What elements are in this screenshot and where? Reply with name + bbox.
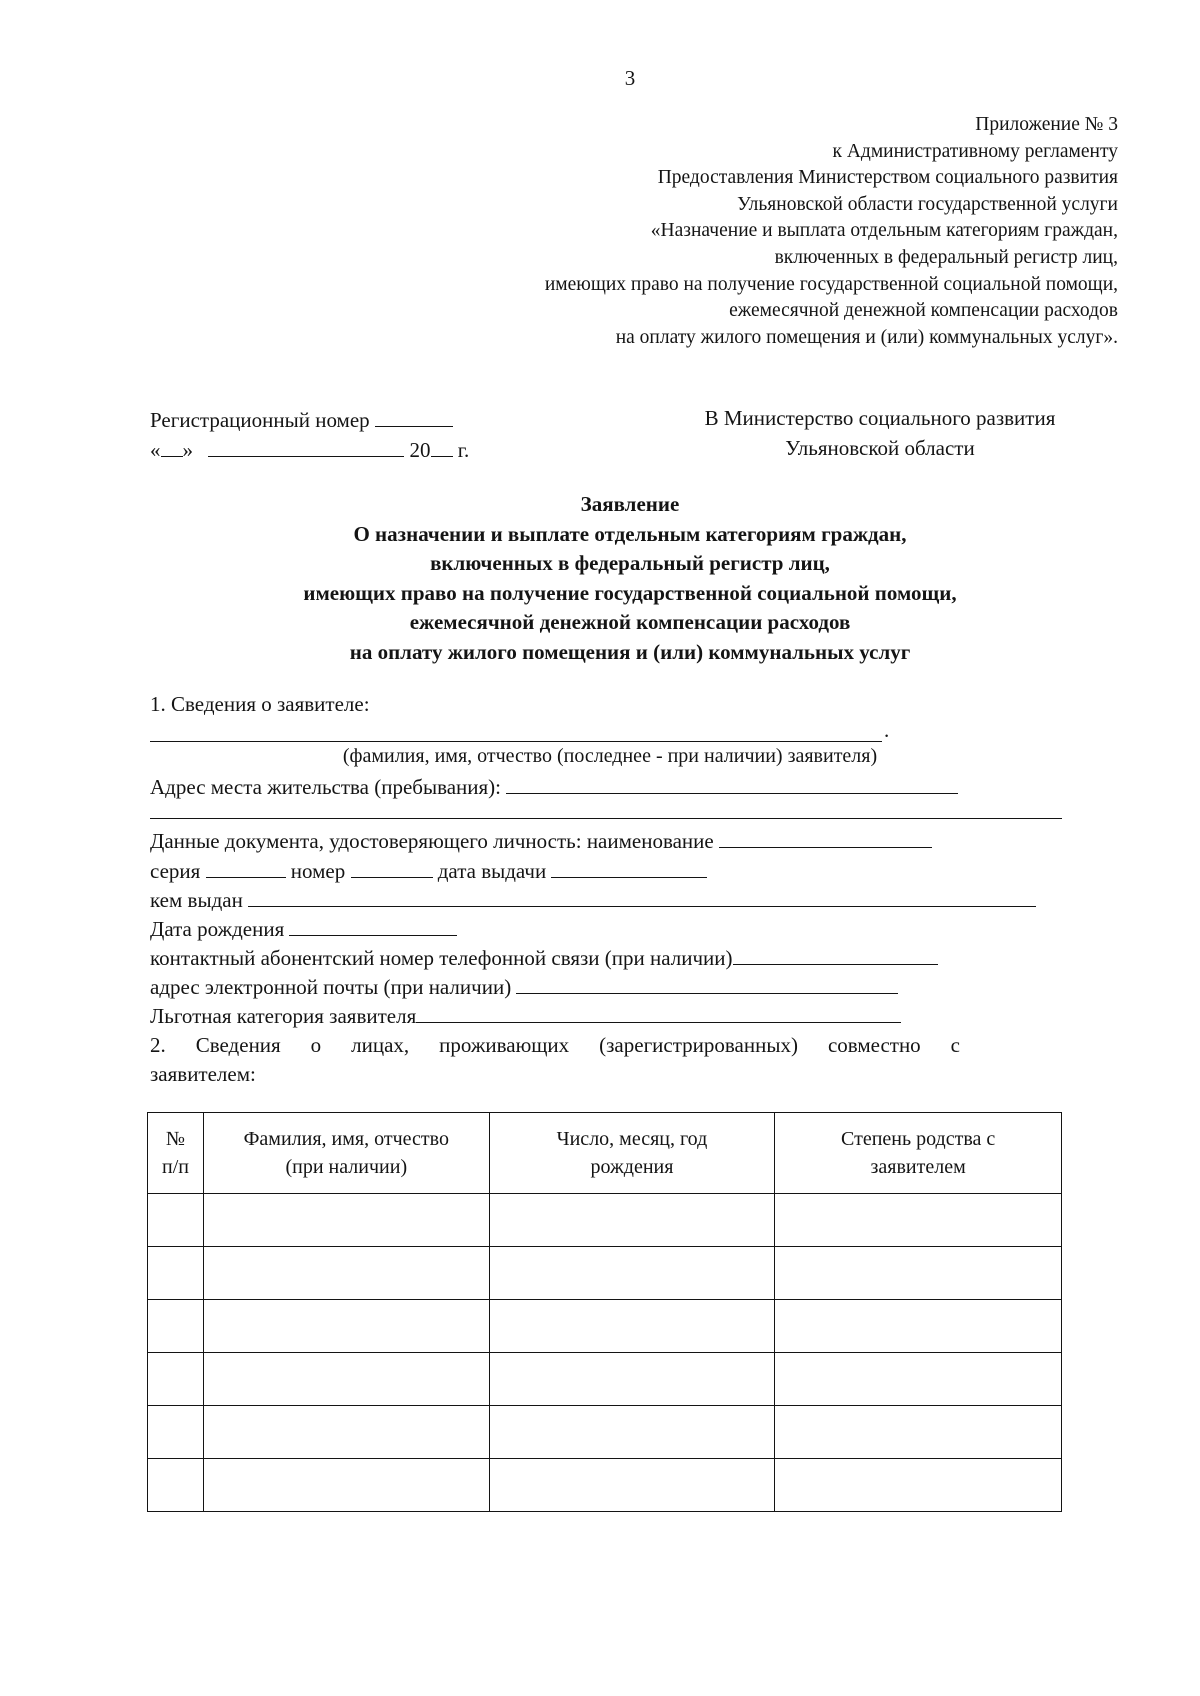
issue-date-field[interactable]	[551, 859, 707, 878]
household-members-table	[147, 1112, 1062, 1512]
appendix-line: «Назначение и выплата отдельным категориям граждан,	[650, 220, 1118, 242]
table-row	[148, 1300, 1062, 1353]
appendix-line: включенных в федеральный регистр лиц,	[774, 246, 1118, 268]
appendix-header	[545, 112, 1118, 351]
section2-word: проживающих	[439, 1033, 570, 1057]
birth-date-field[interactable]	[289, 917, 457, 936]
header-text: заявителем	[870, 1156, 966, 1178]
header-text: рождения	[590, 1156, 674, 1178]
title-heading: Заявление	[580, 492, 680, 516]
column-header-birth-date	[489, 1113, 775, 1194]
number-label: номер	[290, 859, 346, 883]
table-cell-number[interactable]	[148, 1247, 204, 1300]
table-header-row	[148, 1113, 1062, 1194]
table-cell-birth-date[interactable]	[489, 1353, 775, 1406]
date-day-field[interactable]	[161, 438, 183, 457]
column-header-number	[148, 1113, 204, 1194]
section2-heading	[150, 1033, 960, 1058]
title-line: включенных в федеральный регистр лиц,	[430, 551, 830, 575]
registration-number-label: Регистрационный номер	[150, 408, 370, 432]
id-document-name-field[interactable]	[719, 829, 932, 848]
registration-number-field[interactable]	[375, 408, 453, 427]
appendix-line: ежемесячной денежной компенсации расходов	[729, 300, 1118, 322]
address-row	[150, 775, 958, 800]
table-row	[148, 1194, 1062, 1247]
appendix-line: Приложение № 3	[975, 114, 1118, 135]
title-line: О назначении и выплате отдельным категориям граждан,	[353, 521, 907, 546]
page-number: 3	[624, 66, 636, 90]
name-period: .	[884, 718, 890, 742]
section2-heading-line2: заявителем:	[150, 1062, 256, 1086]
series-field[interactable]	[206, 859, 286, 878]
table-cell-full-name[interactable]	[203, 1247, 489, 1300]
header-text: Число, месяц, год	[556, 1128, 708, 1150]
date-year-prefix: 20	[409, 438, 431, 462]
table-cell-relationship[interactable]	[775, 1194, 1062, 1247]
table-row	[148, 1406, 1062, 1459]
table-cell-full-name[interactable]	[203, 1353, 489, 1406]
registration-block	[150, 405, 469, 465]
table-cell-full-name[interactable]	[203, 1459, 489, 1512]
table-cell-relationship[interactable]	[775, 1300, 1062, 1353]
title-line: ежемесячной денежной компенсации расходов	[409, 610, 851, 634]
email-row	[150, 975, 898, 1000]
recipient-line: Ульяновской области	[785, 436, 975, 460]
table-cell-relationship[interactable]	[775, 1459, 1062, 1512]
date-open-quote: «	[150, 438, 161, 462]
appendix-line: к Административному регламенту	[832, 140, 1118, 162]
section2-word: 2.	[150, 1033, 166, 1057]
header-text: Степень родства с	[841, 1128, 996, 1150]
table-cell-relationship[interactable]	[775, 1406, 1062, 1459]
applicant-name-field[interactable]	[150, 741, 882, 742]
series-label: серия	[150, 859, 201, 883]
category-label: Льготная категория заявителя	[150, 1004, 417, 1028]
header-text: (при наличии)	[285, 1156, 408, 1178]
category-row	[150, 1004, 901, 1029]
document-title	[0, 490, 1200, 667]
id-series-row	[150, 859, 707, 884]
table-cell-relationship[interactable]	[775, 1247, 1062, 1300]
issue-date-label: дата выдачи	[437, 859, 547, 883]
address-field[interactable]	[506, 775, 958, 794]
table-cell-full-name[interactable]	[203, 1406, 489, 1459]
section2-word: совместно	[827, 1033, 921, 1057]
table-cell-birth-date[interactable]	[489, 1247, 775, 1300]
name-caption: (фамилия, имя, отчество (последнее - при наличии) заявителя)	[342, 745, 878, 767]
birth-date-row	[150, 917, 457, 942]
table-cell-number[interactable]	[148, 1194, 204, 1247]
appendix-line: Ульяновской области государственной услуги	[737, 193, 1118, 215]
category-field[interactable]	[416, 1004, 901, 1023]
number-field[interactable]	[351, 859, 433, 878]
appendix-line: имеющих право на получение государственной социальной помощи,	[544, 273, 1118, 295]
table-cell-number[interactable]	[148, 1353, 204, 1406]
header-text: Фамилия, имя, отчество	[243, 1128, 449, 1150]
recipient-line: В Министерство социального развития	[704, 406, 1056, 430]
address-field-continued[interactable]	[150, 818, 1062, 819]
recipient-block	[670, 403, 1090, 463]
appendix-line: Предоставления Министерством социального развития	[657, 167, 1118, 189]
table-cell-relationship[interactable]	[775, 1353, 1062, 1406]
section1-heading: 1. Сведения о заявителе:	[150, 692, 370, 716]
date-year-field[interactable]	[431, 438, 453, 457]
table-cell-number[interactable]	[148, 1300, 204, 1353]
address-label: Адрес места жительства (пребывания):	[150, 775, 502, 799]
table-cell-birth-date[interactable]	[489, 1406, 775, 1459]
issued-by-row	[150, 888, 1036, 913]
phone-label: контактный абонентский номер телефонной связи (при наличии)	[150, 946, 733, 970]
table-cell-birth-date[interactable]	[489, 1459, 775, 1512]
email-label: адрес электронной почты (при наличии)	[150, 975, 512, 999]
section2-word: с	[950, 1033, 960, 1057]
title-line: на оплату жилого помещения и (или) коммунальных услуг	[349, 639, 911, 664]
id-document-label: Данные документа, удостоверяющего личность: наименование	[150, 829, 714, 853]
phone-field[interactable]	[733, 946, 938, 965]
date-year-suffix: г.	[457, 438, 470, 462]
table-cell-full-name[interactable]	[203, 1194, 489, 1247]
title-line: имеющих право на получение государственной социальной помощи,	[303, 580, 957, 605]
table-row	[148, 1353, 1062, 1406]
table-cell-birth-date[interactable]	[489, 1300, 775, 1353]
issued-by-field[interactable]	[248, 888, 1036, 907]
table-cell-full-name[interactable]	[203, 1300, 489, 1353]
issued-by-label: кем выдан	[150, 888, 243, 912]
table-row	[148, 1459, 1062, 1512]
id-document-row	[150, 829, 932, 854]
table-row	[148, 1247, 1062, 1300]
table-cell-number[interactable]	[148, 1406, 204, 1459]
section2-word: лицах,	[351, 1033, 410, 1057]
column-header-full-name	[203, 1113, 489, 1194]
header-text: №	[165, 1128, 186, 1150]
phone-row	[150, 946, 938, 971]
birth-date-label: Дата рождения	[150, 917, 285, 941]
date-close-quote: »	[182, 438, 193, 462]
table-cell-number[interactable]	[148, 1459, 204, 1512]
date-month-field[interactable]	[208, 438, 404, 457]
section2-word: Сведения	[195, 1033, 281, 1057]
section2-word: о	[310, 1033, 322, 1057]
header-text: п/п	[161, 1156, 189, 1178]
email-field[interactable]	[516, 975, 898, 994]
column-header-relationship	[775, 1113, 1062, 1194]
table-cell-birth-date[interactable]	[489, 1194, 775, 1247]
appendix-line: на оплату жилого помещения и (или) коммунальных услуг».	[615, 326, 1118, 348]
section2-word: (зарегистрированных)	[599, 1033, 798, 1057]
